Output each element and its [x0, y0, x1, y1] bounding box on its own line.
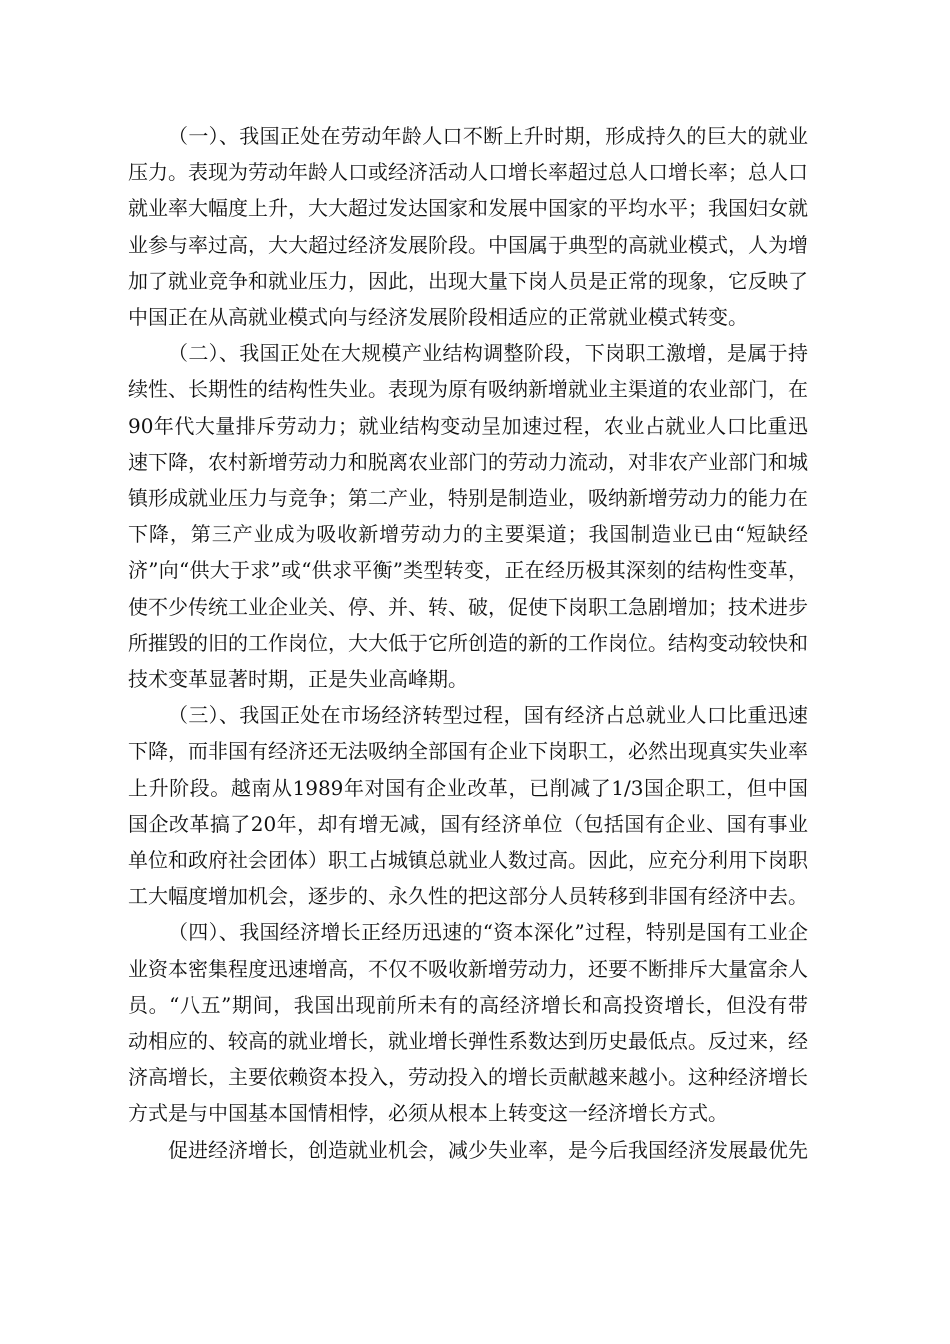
- paragraph-4: （四）、我国经济增长正经历迅速的“资本深化”过程，特别是国有工业企业资本密集程度迅速增高，不仅不吸收新增劳动力，还要不断排斥大量富余人员。“八五”期间，我国出现前所未有的高经济增长和高投资增长，但没有带动相应的、较高的就业增长，就业增长弹性系数达到历史最低点。反过来，经济高增长，主要依赖资本投入，劳动投入的增长贡献越来越小。这种经济增长方式是与中国基本国情相悖，必须从根本上转变这一经济增长方式。: [128, 920, 808, 1126]
- paragraph-5: 促进经济增长，创造就业机会，减少失业率，是今后我国经济发展最优先: [168, 1137, 808, 1162]
- paragraph-3: （三）、我国正处在市场经济转型过程，国有经济占总就业人口比重迅速下降，而非国有经济还无法吸纳全部国有企业下岗职工，必然出现真实失业率上升阶段。越南从1989年对国有企业改革，已削减了1/3国企职工，但中国国企改革搞了20年，却有增无减，国有经济单位（包括国有企业、国有事业单位和政府社会团体）职工占城镇总就业人数过高。因此，应充分利用下岗职工大幅度增加机会，逐步的、永久性的把这部分人员转移到非国有经济中去。: [128, 703, 808, 909]
- body-text: [128, 118, 808, 1168]
- paragraph-1: （一）、我国正处在劳动年龄人口不断上升时期，形成持久的巨大的就业压力。表现为劳动年龄人口或经济活动人口增长率超过总人口增长率；总人口就业率大幅度上升，大大超过发达国家和发展中国家的平均水平；我国妇女就业参与率过高，大大超过经济发展阶段。中国属于典型的高就业模式，人为增加了就业竞争和就业压力，因此，出现大量下岗人员是正常的现象，它反映了中国正在从高就业模式向与经济发展阶段相适应的正常就业模式转变。: [128, 124, 808, 330]
- paragraph-2: （二）、我国正处在大规模产业结构调整阶段，下岗职工激增，是属于持续性、长期性的结构性失业。表现为原有吸纳新增就业主渠道的农业部门，在90年代大量排斥劳动力；就业结构变动呈加速过程，农业占就业人口比重迅速下降，农村新增劳动力和脱离农业部门的劳动力流动，对非农产业部门和城镇形成就业压力与竞争；第二产业，特别是制造业，吸纳新增劳动力的能力在下降，第三产业成为吸收新增劳动力的主要渠道；我国制造业已由“短缺经济”向“供大于求”或“供求平衡”类型转变，正在经历极其深刻的结构性变革，使不少传统工业企业关、停、并、转、破，促使下岗职工急剧增加；技术进步所摧毁的旧的工作岗位，大大低于它所创造的新的工作岗位。结构变动较快和技术变革显著时期，正是失业高峰期。: [128, 341, 808, 692]
